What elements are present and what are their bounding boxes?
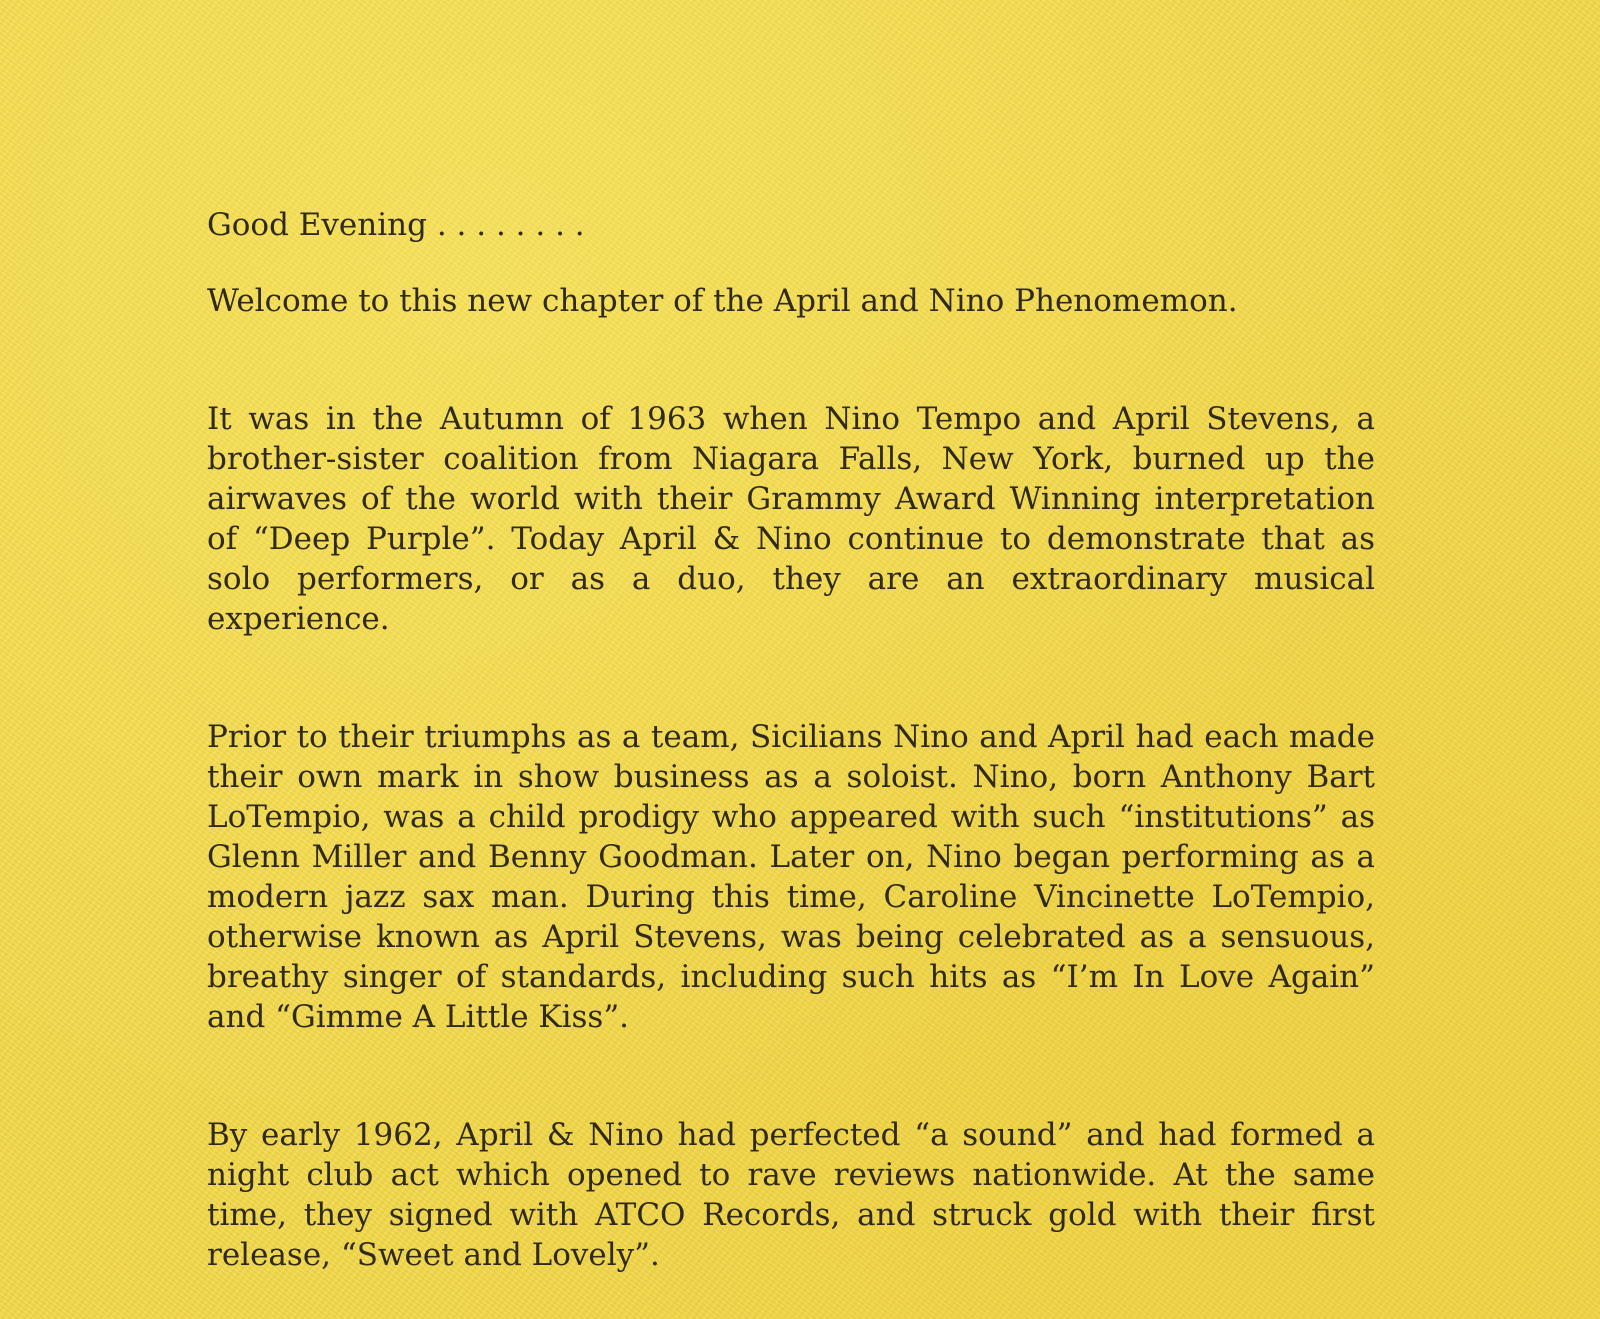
paragraph-atco-records: By early 1962, April & Nino had perfected “a sound” and had formed a night club act which opened to rave reviews nationwide. At the same time, they signed with ATCO Records, and struck gold with their first release, “Sweet and Lovely”. (207, 1117, 1375, 1273)
welcome-line: Welcome to this new chapter of the April and Nino Phenomemon. (207, 283, 1238, 319)
paragraph-deep-purple: It was in the Autumn of 1963 when Nino Tempo and April Stevens, a brother-sister coalition from Niagara Falls, New York, burned up the airwaves of the world with their Grammy Award Winning interpretation of “Deep Purple”. Today April & Nino continue to demonstrate that as solo performers, or as a duo, they are an extraordinary musical experience. (207, 401, 1375, 637)
letter-body (207, 205, 1375, 1275)
paragraph-early-careers: Prior to their triumphs as a team, Sicilians Nino and April had each made their own mark in show business as a soloist. Nino, born Anthony Bart LoTempio, was a child prodigy who appeared with such “institutions” as Glenn Miller and Benny Goodman. Later on, Nino began performing as a modern jazz sax man. During this time, Caroline Vincinette LoTempio, otherwise known as April Stevens, was being celebrated as a sensuous, breathy singer of standards, including such hits as “I’m In Love Again” and “Gimme A Little Kiss”. (207, 719, 1375, 1035)
greeting-line: Good Evening . . . . . . . . (207, 207, 585, 243)
